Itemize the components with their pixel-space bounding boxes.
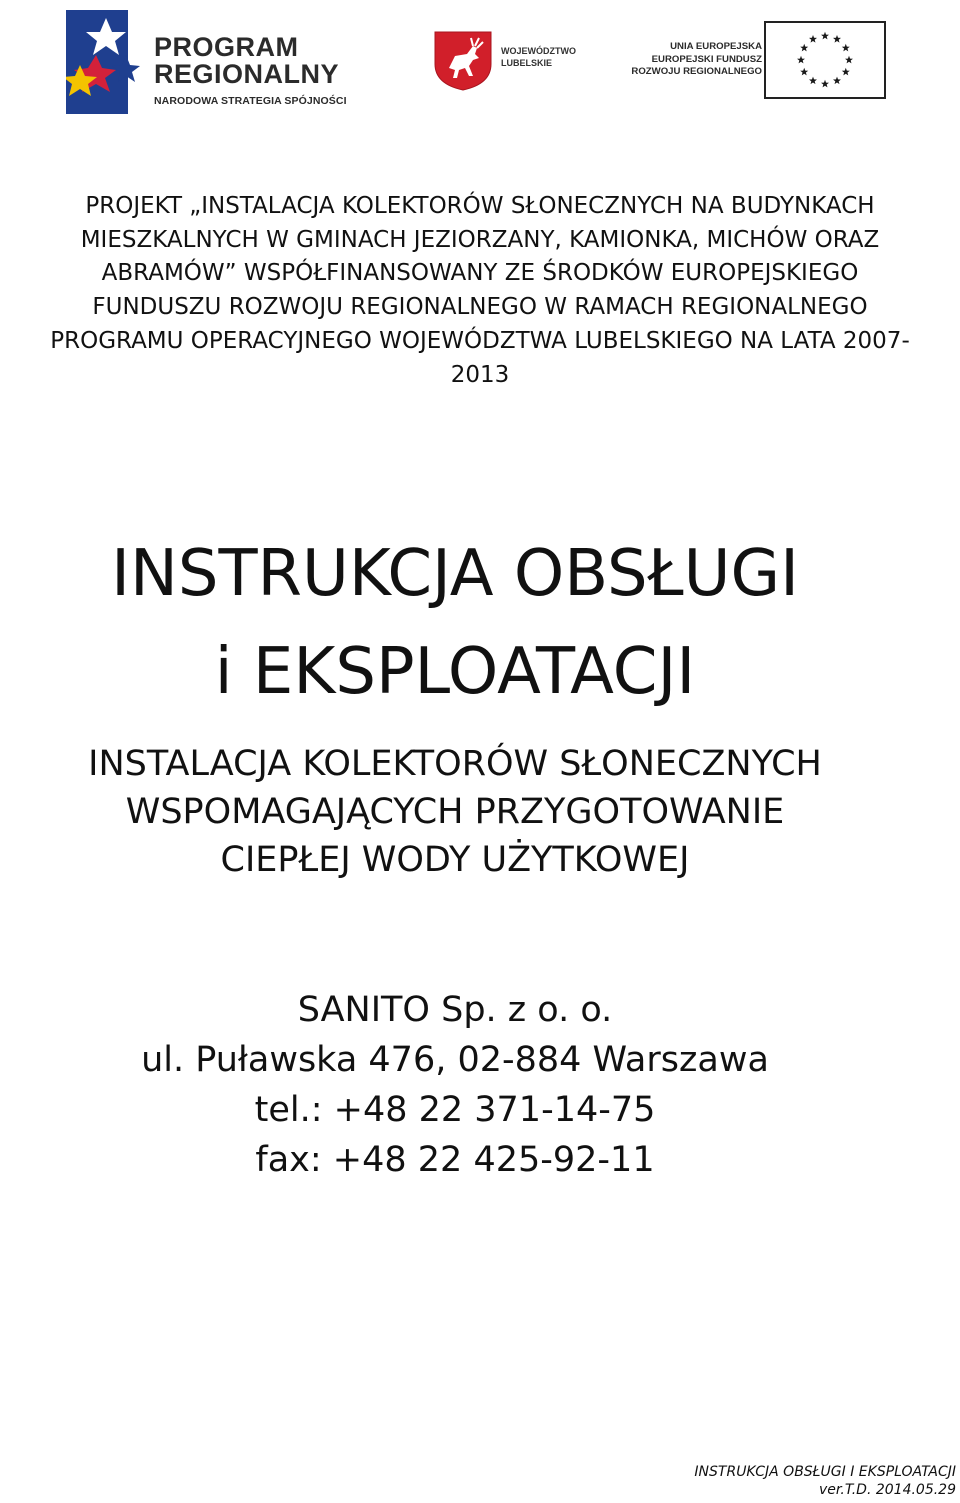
project-line: MIESZKALNYCH W GMINACH JEZIORZANY, KAMIONKA, MICHÓW ORAZ (80, 226, 880, 253)
unia-europejska-text (622, 41, 762, 79)
company-tel: tel.: +48 22 371-14-75 (254, 1090, 656, 1130)
title-line2: i EKSPLOATACJI (214, 635, 696, 709)
eu-star-icon (821, 32, 829, 40)
page-footer (694, 1463, 956, 1499)
eu-stars-icon (766, 23, 884, 97)
project-line: PROJEKT „INSTALACJA KOLEKTORÓW SŁONECZNYCH NA BUDYNKACH (85, 193, 875, 219)
eu-star-icon (800, 44, 808, 52)
eu-star-icon (833, 77, 841, 85)
company-address: ul. Puławska 476, 02-884 Warszawa (141, 1040, 769, 1080)
unia-line2: EUROPEJSKI FUNDUSZ (651, 53, 762, 65)
subtitle-line3: CIEPŁEJ WODY UŻYTKOWEJ (220, 840, 690, 880)
unia-line3: ROZWOJU REGIONALNEGO (631, 66, 762, 77)
header-logos (0, 0, 960, 120)
program-regionalny-line2: REGIONALNY (154, 59, 340, 89)
eu-star-icon (797, 56, 805, 64)
wojewodztwo-lubelskie-logo (433, 28, 593, 92)
eu-star-icon (809, 77, 817, 85)
program-regionalny-logo (66, 10, 386, 114)
eu-star-icon (809, 35, 817, 43)
wojewodztwo-line1: WOJEWÓDZTWO (501, 46, 576, 56)
subtitle-line1: INSTALACJA KOLEKTORÓW SŁONECZNYCH (88, 744, 822, 784)
project-line: FUNDUSZU ROZWOJU REGIONALNEGO W RAMACH REGIONALNEGO (92, 294, 868, 321)
eu-star-icon (842, 44, 850, 52)
company-name: SANITO Sp. z o. o. (297, 990, 613, 1030)
eu-star-icon (821, 80, 829, 88)
program-regionalny-emblem-icon (66, 10, 146, 114)
program-regionalny-line3: NARODOWA STRATEGIA SPÓJNOŚCI (154, 95, 347, 107)
eu-star-icon (800, 68, 808, 76)
eu-star-icon (845, 56, 853, 64)
eu-flag-icon (764, 21, 886, 99)
document-subtitle (0, 740, 910, 884)
project-line: PROGRAMU OPERACYJNEGO WOJEWÓDZTWA LUBELSKIEGO NA LATA 2007- (50, 327, 910, 354)
eu-star-icon (842, 68, 850, 76)
document-title (0, 525, 910, 721)
project-line: ABRAMÓW” WSPÓŁFINANSOWANY ZE ŚRODKÓW EUROPEJSKIEGO (101, 260, 859, 287)
subtitle-line2: WSPOMAGAJĄCYCH PRZYGOTOWANIE (125, 792, 785, 832)
program-regionalny-line1: PROGRAM (154, 32, 299, 62)
project-description (0, 190, 960, 392)
company-fax: fax: +48 22 425-92-11 (255, 1140, 655, 1180)
company-info (0, 985, 910, 1185)
project-line: 2013 (450, 361, 510, 388)
unia-line1: UNIA EUROPEJSKA (670, 41, 762, 52)
eu-star-icon (833, 35, 841, 43)
wojewodztwo-line2: LUBELSKIE (501, 58, 553, 68)
footer-doc-name: INSTRUKCJA OBSŁUGI I EKSPLOATACJI (694, 1464, 956, 1480)
title-line1: INSTRUKCJA OBSŁUGI (111, 537, 799, 611)
footer-version: ver.T.D. 2014.05.29 (819, 1482, 956, 1498)
lubelskie-coat-of-arms-icon (433, 28, 493, 92)
